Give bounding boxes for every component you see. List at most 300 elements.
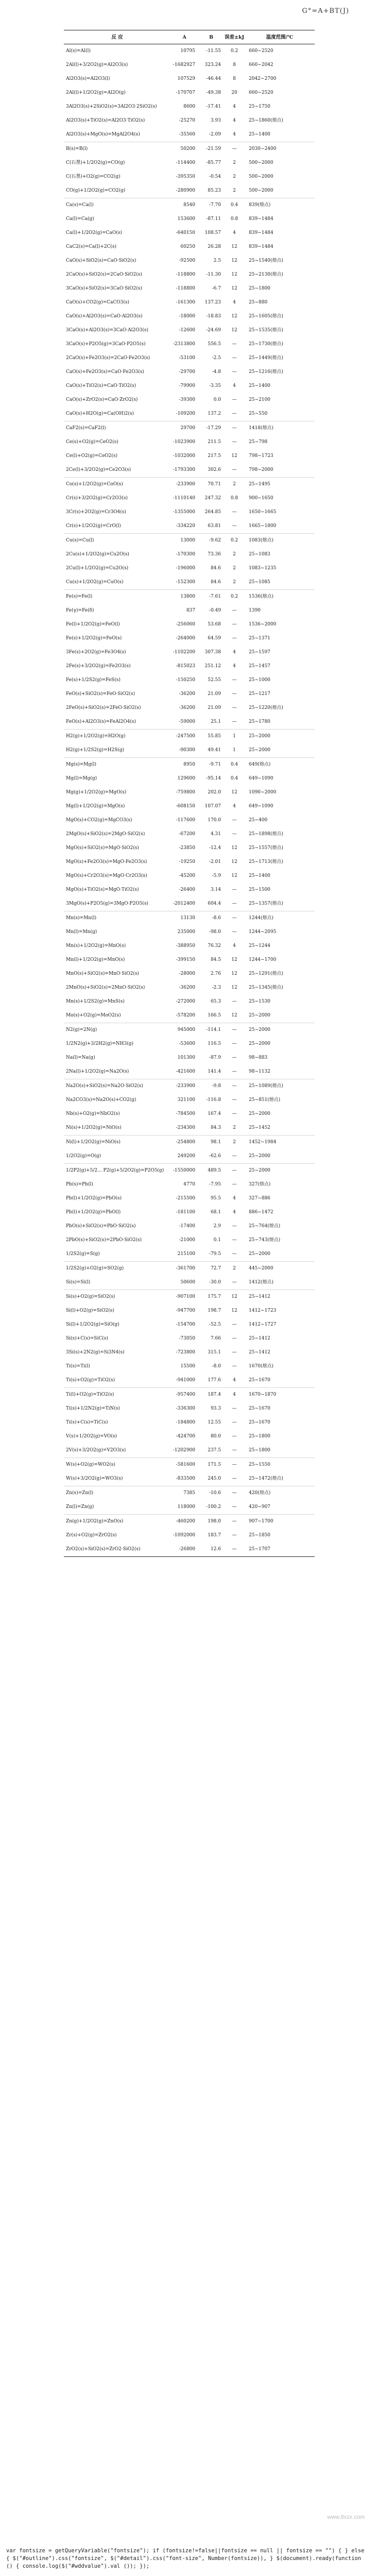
cell-error: 4 (233, 1196, 236, 1201)
cell-reaction: Si(l)+1/2O2(g)=SiO(g) (66, 1322, 119, 1327)
cell-b: 116.5 (208, 1041, 221, 1046)
cell-reaction: MgO(s)+TiO2(s)=MgO·TiO2(s) (66, 887, 139, 892)
cell-range: 2030~2400 (245, 142, 315, 157)
table-row (64, 534, 315, 548)
cell-b: 202.0 (208, 790, 221, 795)
cell-a: -957400 (170, 1388, 198, 1402)
cell-error: 1 (233, 748, 236, 753)
table-row (64, 897, 315, 911)
cell-reaction: 1/2P2(g)+5/2... P2(g)+5/2O2(g)=P2O5(g) (64, 1164, 170, 1178)
table-row (64, 786, 315, 800)
cell-error: 2 (233, 566, 236, 571)
cell-range: 1665~1800 (249, 523, 277, 529)
col-header-reaction: 反 应 (64, 30, 170, 44)
cell-range: 25~2100 (249, 397, 270, 402)
cell-reaction: PbO(s)+SiO2(s)=PbO·SiO2(s) (66, 1224, 136, 1229)
cell-range: 1244~1700 (249, 957, 277, 962)
table-row (64, 925, 315, 939)
cell-a: -280900 (176, 188, 195, 193)
cell-error: 12 (231, 985, 237, 990)
cell-range: 25~1540(熔点) (249, 258, 283, 263)
table-row (64, 855, 315, 869)
cell-a: 50200 (170, 142, 198, 157)
cell-reaction: 2Al(l)+1/2O2(g)=Al2O(g) (66, 90, 126, 95)
table-row (64, 1374, 315, 1388)
cell-reaction: Ce(l)+O2(g)=CeO2(s) (66, 453, 118, 459)
cell-error: 4 (233, 650, 236, 655)
cell-a: -424700 (176, 1434, 195, 1439)
cell-range: 445~2000 (245, 1262, 315, 1276)
cell-range: 25~1217 (249, 691, 270, 697)
cell-reaction: Na2CO3(s)=Na2O(s)+CO2(g) (66, 1097, 136, 1103)
cell-reaction: 3Fe(s)+2O2(g)=Fe3O4(s) (66, 650, 126, 655)
cell-b: -9.62 (198, 534, 224, 548)
cell-a: 129600 (177, 776, 195, 781)
cell-error: 12 (231, 453, 237, 459)
cell-error: — (232, 999, 237, 1004)
cell-reaction: Co(s)+1/2O2(g)=CoO(s) (64, 478, 170, 492)
table-row (64, 156, 315, 170)
cell-range: 25~798 (249, 439, 268, 445)
cell-a: -247500 (170, 730, 198, 744)
cell-reaction: 2PbO(s)+SiO2(s)=2PbO·SiO2(s) (66, 1238, 142, 1243)
cell-range: 886~1472 (249, 1210, 274, 1215)
cell-error: — (232, 1224, 237, 1229)
cell-a: -25270 (179, 118, 195, 123)
table-row (64, 981, 315, 995)
cell-a: -1023900 (173, 439, 195, 445)
cell-error: — (224, 1079, 245, 1094)
cell-reaction: Zn(g)+1/2O2(g)=ZnO(s) (64, 1515, 170, 1529)
cell-reaction: Mn(s)=Mn(l) (64, 911, 170, 926)
cell-b: 137.23 (204, 300, 221, 305)
cell-error: — (224, 911, 245, 926)
table-row (64, 478, 315, 492)
cell-a: -114400 (176, 160, 195, 165)
table-row (64, 435, 315, 449)
cell-b: 0.0 (213, 397, 221, 402)
cell-a: -272000 (176, 999, 195, 1004)
cell-range: 25~1291(熔点) (249, 971, 283, 976)
cell-error: 12 (231, 1308, 237, 1313)
cell-a: -399150 (176, 957, 195, 962)
cell-error: — (232, 1420, 237, 1425)
cell-range: 1670(熔点) (249, 1364, 274, 1369)
table-body (64, 44, 315, 1557)
cell-error: 2 (224, 1262, 245, 1276)
cell-reaction: FeO(s)+SiO2(s)=FeO·SiO2(s) (66, 691, 135, 697)
cell-a: -233900 (170, 478, 198, 492)
thermo-data-table (64, 30, 315, 1557)
table-row (64, 1037, 315, 1051)
table-header-row (64, 30, 315, 44)
cell-b: 0.1 (213, 1238, 221, 1243)
cell-range: 25~1605(熔点) (249, 314, 283, 319)
cell-range: 25~1412 (249, 1336, 270, 1341)
cell-reaction: W(s)+O2(g)=WO2(s) (64, 1458, 170, 1472)
cell-a: -1793300 (173, 467, 195, 472)
cell-b: -6.7 (212, 286, 221, 291)
cell-reaction: 3Cr(s)+2O2(g)=Cr3O4(s) (66, 510, 126, 515)
cell-error: — (232, 369, 237, 375)
cell-reaction: Pb(s)=Pb(l) (66, 1182, 93, 1187)
cell-error: 12 (224, 1290, 245, 1304)
cell-error: 12 (231, 873, 237, 878)
cell-range: 25~1707 (245, 1543, 315, 1557)
cell-range: 25~1371 (249, 636, 270, 641)
cell-a: -150250 (176, 677, 195, 683)
cell-error: 12 (231, 790, 237, 795)
cell-error: 2 (233, 188, 236, 193)
cell-b: -7.61 (198, 590, 224, 604)
cell-a: -90300 (179, 748, 195, 753)
cell-b: 175.7 (198, 1290, 224, 1304)
cell-a: -1032000 (173, 453, 195, 459)
cell-reaction: Pb(l)+1/2O2(g)=PbO(s) (66, 1196, 122, 1201)
cell-reaction: FeO(s)+Al2O3(s)=FeAl2O4(s) (66, 719, 136, 724)
cell-error: — (232, 523, 237, 529)
cell-b: -9.71 (198, 758, 224, 772)
cell-reaction: CaO(s)+ZrO2(s)=CaO·ZrO2(s) (66, 397, 138, 402)
cell-reaction: Al2O3(s)+MgO(s)=MgAl2O4(s) (66, 132, 140, 137)
cell-error: 0.4 (224, 198, 245, 213)
cell-b: 25.1 (210, 719, 221, 724)
cell-b: -11.30 (206, 272, 221, 277)
table-row (64, 212, 315, 226)
cell-error: 4 (233, 664, 236, 669)
cell-range: 25~1713(熔点) (249, 859, 283, 865)
col-header-range: 温度范围/℃ (245, 30, 315, 44)
cell-a: -254800 (170, 1136, 198, 1150)
table-row (64, 492, 315, 505)
table-row (64, 673, 315, 687)
cell-b: 198.0 (198, 1515, 224, 1529)
cell-error: — (232, 608, 237, 613)
cell-error: 2 (233, 580, 236, 585)
table-row (64, 1472, 315, 1486)
table-row (64, 1192, 315, 1206)
cell-reaction: Al2O3(s)=Al2O3(l) (66, 76, 110, 81)
cell-reaction: 3CaO(s)+Al2O3(s)=3CaO·Al2O3(s) (66, 328, 148, 333)
cell-error: — (232, 1322, 237, 1327)
cell-error: — (224, 1164, 245, 1178)
cell-error: — (232, 1350, 237, 1355)
cell-a: -181100 (176, 1210, 195, 1215)
cell-a: 8600 (183, 104, 195, 109)
cell-reaction: V(s)+1/2O2(g)=VO(s) (66, 1434, 117, 1439)
cell-reaction: Al(s)=Al(l) (64, 44, 170, 59)
cell-reaction: 2CaO(s)+SiO2(s)=2CaO·SiO2(s) (66, 272, 142, 277)
cell-a: 60250 (180, 244, 195, 249)
table-row (64, 1079, 315, 1094)
cell-b: -116.8 (206, 1097, 221, 1103)
cell-range: 25~851(熔点) (249, 1097, 281, 1103)
table-row (64, 268, 315, 282)
cell-range: 25~743(熔点) (249, 1238, 281, 1243)
cell-error: — (232, 1448, 237, 1453)
cell-a: -215500 (176, 1196, 195, 1201)
cell-b: -2.5 (212, 355, 221, 361)
cell-b: -100.2 (206, 1504, 221, 1510)
cell-range: 98~1132 (249, 1069, 270, 1074)
cell-a: -117600 (176, 818, 195, 823)
cell-b: 84.6 (210, 566, 221, 571)
cell-range: 25~764(熔点) (249, 1224, 281, 1229)
cell-a: 29700 (170, 421, 198, 436)
cell-error: — (232, 677, 237, 683)
cell-error: — (232, 887, 237, 892)
cell-a: -947700 (176, 1308, 195, 1313)
cell-a: -1092000 (173, 1533, 195, 1538)
cell-range: 25~2000 (249, 1111, 270, 1116)
table-row (64, 184, 315, 198)
cell-range: 25~1089(熔点) (245, 1079, 315, 1094)
cell-error: 2 (233, 1125, 236, 1130)
cell-range: 1412~1727 (249, 1322, 277, 1327)
table-row (64, 1416, 315, 1430)
cell-a: -53100 (179, 355, 195, 361)
cell-range: 839(熔点) (245, 198, 315, 213)
cell-range: 25~1452 (249, 1125, 270, 1130)
cell-error: — (232, 1111, 237, 1116)
cell-a: -256060 (176, 622, 195, 627)
cell-error: — (232, 832, 237, 837)
cell-reaction: Nb(s)+O2(g)=NbO2(s) (66, 1111, 120, 1116)
cell-range: 798~1723 (249, 453, 274, 459)
cell-range: 25~2000 (249, 1041, 270, 1046)
cell-reaction: Ca(s)=Ca(l) (64, 198, 170, 213)
cell-reaction: Pb(l)+1/2O2(g)=PbO(l) (66, 1210, 121, 1215)
cell-b: -8.0 (212, 1364, 221, 1369)
table-row (64, 1206, 315, 1219)
cell-error: — (232, 355, 237, 361)
cell-b: 2.9 (213, 1224, 221, 1229)
table-row (64, 632, 315, 646)
cell-b: -9.8 (198, 1079, 224, 1094)
cell-range: 1412(熔点) (249, 1280, 274, 1285)
cell-reaction: Ti(l)+O2(g)=TiO2(s) (64, 1388, 170, 1402)
cell-reaction: CaO(s)+H2O(g)=Ca(OH)2(s) (66, 411, 134, 416)
cell-error: 2 (233, 160, 236, 165)
cell-range: 25~1535(熔点) (249, 328, 283, 333)
cell-b: -4.8 (212, 369, 221, 375)
cell-range: 327(熔点) (249, 1182, 271, 1187)
table-row (64, 939, 315, 953)
cell-a: -388950 (176, 943, 195, 948)
cell-reaction: 2FeO(s)+SiO2(s)=2FeO·SiO2(s) (66, 705, 141, 710)
cell-error: 8 (233, 62, 236, 67)
cell-range: 25~1850 (249, 1533, 270, 1538)
cell-reaction: Zn(s)=Zn(l) (64, 1486, 170, 1501)
cell-b: 64.59 (208, 636, 221, 641)
cell-reaction: Cr(s)+1/2O2(g)=CrO(l) (66, 523, 121, 529)
table-row (64, 1290, 315, 1304)
cell-range: 25~2130(熔点) (249, 272, 283, 277)
cell-b: 84.6 (210, 580, 221, 585)
cell-b: 247.32 (204, 496, 221, 501)
table-row (64, 1107, 315, 1121)
table-row (64, 282, 315, 296)
cell-reaction: 2CaO(s)+Fe2O3(s)=2CaO·Fe2O3(s) (66, 355, 150, 361)
cell-a: -2012400 (173, 901, 195, 906)
cell-error: — (232, 1336, 237, 1341)
cell-reaction: Si(s)+C(s)=SiC(s) (66, 1336, 108, 1341)
cell-error: 20 (231, 90, 237, 95)
cell-a: -18000 (179, 314, 195, 319)
cell-a: 50600 (180, 1280, 195, 1285)
cell-b: 167.4 (208, 1111, 221, 1116)
cell-a: -26800 (170, 1543, 198, 1557)
cell-error: — (232, 691, 237, 697)
table-row (64, 1543, 315, 1557)
cell-b: 251.12 (204, 664, 221, 669)
cell-range: 420~907 (249, 1504, 270, 1510)
table-row (64, 715, 315, 730)
cell-range: 25~1400 (249, 383, 270, 388)
cell-b: 12.55 (208, 1420, 221, 1425)
cell-range: 900~1650 (249, 496, 274, 501)
cell-range: 25~1780 (249, 719, 270, 724)
cell-b: 52.55 (208, 677, 221, 683)
cell-error: — (232, 510, 237, 515)
table-row (64, 1500, 315, 1515)
table-row (64, 44, 315, 59)
table-row (64, 351, 315, 365)
cell-range: 500~2000 (249, 174, 274, 179)
cell-b: -18.83 (206, 314, 221, 319)
table-row (64, 296, 315, 310)
cell-a: -28000 (179, 971, 195, 976)
cell-a: -154700 (176, 1322, 195, 1327)
cell-error: 12 (231, 286, 237, 291)
cell-b: 63.81 (208, 523, 221, 529)
cell-range: 25~1345(熔点) (249, 985, 283, 990)
table-row (64, 687, 315, 701)
cell-range: 500~2000 (249, 188, 274, 193)
cell-error: 0.8 (230, 496, 238, 501)
cell-range: 25~1400 (249, 873, 270, 878)
cell-a: -815023 (176, 664, 195, 669)
cell-a: -581600 (170, 1458, 198, 1472)
table-row (64, 393, 315, 407)
cell-error: 12 (231, 1013, 237, 1018)
cell-error: — (232, 929, 237, 935)
cell-error: 4 (233, 1210, 236, 1215)
cell-b: -87.11 (206, 216, 221, 222)
cell-range: 649(熔点) (245, 758, 315, 772)
cell-range: 798~2000 (249, 467, 274, 472)
cell-a: -1682927 (173, 62, 195, 67)
cell-range: 25~1220(熔点) (249, 705, 283, 710)
cell-range: 25~880 (249, 300, 268, 305)
table-row (64, 1051, 315, 1065)
cell-b: -79.5 (209, 1251, 221, 1257)
cell-b: 93.3 (210, 1406, 221, 1411)
cell-range: 1083(熔点) (245, 534, 315, 548)
thermo-table-container (64, 30, 315, 1557)
cell-error: 0.4 (224, 758, 245, 772)
cell-range: 25~2000 (249, 1013, 270, 1018)
cell-b: 4.31 (210, 832, 221, 837)
cell-error: — (232, 1504, 237, 1510)
cell-range: 1418(熔点) (245, 421, 315, 436)
cell-reaction: Ni(l)+1/2O2(g)=NiO(s) (64, 1136, 170, 1150)
cell-b: 53.68 (208, 622, 221, 627)
cell-b: -114.1 (198, 1023, 224, 1038)
cell-error: 4 (224, 1388, 245, 1402)
cell-error: 4 (233, 1378, 236, 1383)
cell-a: 945000 (170, 1023, 198, 1038)
cell-a: -79900 (179, 383, 195, 388)
cell-reaction: CaO(s)+TiO2(s)=CaO·TiO2(s) (66, 383, 136, 388)
cell-reaction: Si(s)+O2(g)=SiO2(s) (64, 1290, 170, 1304)
cell-range: 500~2000 (249, 160, 274, 165)
table-row (64, 421, 315, 436)
cell-reaction: Fe(l)+1/2O2(g)=FeO(l) (66, 622, 120, 627)
cell-a: 7385 (170, 1486, 198, 1501)
cell-a: 321100 (177, 1097, 195, 1103)
cell-range: 25~550 (249, 411, 268, 416)
cell-a: -59000 (179, 719, 195, 724)
cell-reaction: 2MnO(s)+SiO2(s)=2MnO·SiO2(s) (66, 985, 145, 990)
cell-a: -118800 (176, 272, 195, 277)
cell-error: — (232, 1069, 237, 1074)
cell-b: -7.70 (198, 198, 224, 213)
cell-a: -334220 (176, 523, 195, 529)
cell-error: 12 (231, 272, 237, 277)
col-header-a: A (170, 30, 198, 44)
cell-a: 4770 (183, 1182, 195, 1187)
table-row (64, 254, 315, 268)
cell-b: -85.77 (206, 160, 221, 165)
cell-error: 12 (231, 845, 237, 851)
table-row (64, 1318, 315, 1332)
cell-reaction: Zr(s)+O2(g)=ZrO2(s) (66, 1533, 117, 1538)
cell-error: — (232, 1154, 237, 1159)
cell-error: — (224, 1543, 245, 1557)
cell-reaction: CaO(s)+Al2O3(s)=CaO·Al2O3(s) (66, 314, 143, 319)
cell-range: 1536(熔点) (245, 590, 315, 604)
cell-range: 25~1530 (249, 999, 270, 1004)
cell-reaction: CO(g)+1/2O2(g)=CO2(g) (66, 188, 126, 193)
cell-b: 3.14 (210, 887, 221, 892)
table-row (64, 310, 315, 324)
cell-b: 7.66 (210, 1336, 221, 1341)
cell-b: 21.09 (208, 705, 221, 710)
cell-a: -234300 (176, 1125, 195, 1130)
table-row (64, 1444, 315, 1458)
cell-a: -170300 (176, 552, 195, 557)
cell-error: — (232, 397, 237, 402)
cell-reaction: Si(s)=Si(l) (66, 1280, 91, 1285)
cell-error: 4 (233, 804, 236, 809)
cell-range: 25~2000 (245, 1023, 315, 1038)
cell-error: 12 (231, 244, 237, 249)
cell-a: -12600 (179, 328, 195, 333)
cell-b: -30.0 (209, 1280, 221, 1285)
cell-b: 604.4 (208, 901, 221, 906)
cell-b: 49.41 (208, 748, 221, 753)
cell-reaction: Cr(s)+3/2O2(g)=Cr2O3(s) (66, 496, 128, 501)
table-row (64, 1121, 315, 1136)
cell-reaction: Ca(l)+1/2O2(g)=CaO(s) (66, 230, 122, 235)
cell-reaction: Ni(s)+1/2O2(g)=NiO(s) (66, 1125, 122, 1130)
cell-error: — (232, 1182, 237, 1187)
cell-b: 84.3 (210, 1125, 221, 1130)
cell-range: 649~1090 (249, 804, 274, 809)
cell-a: -196000 (176, 566, 195, 571)
cell-range: 25~2000 (245, 730, 315, 744)
